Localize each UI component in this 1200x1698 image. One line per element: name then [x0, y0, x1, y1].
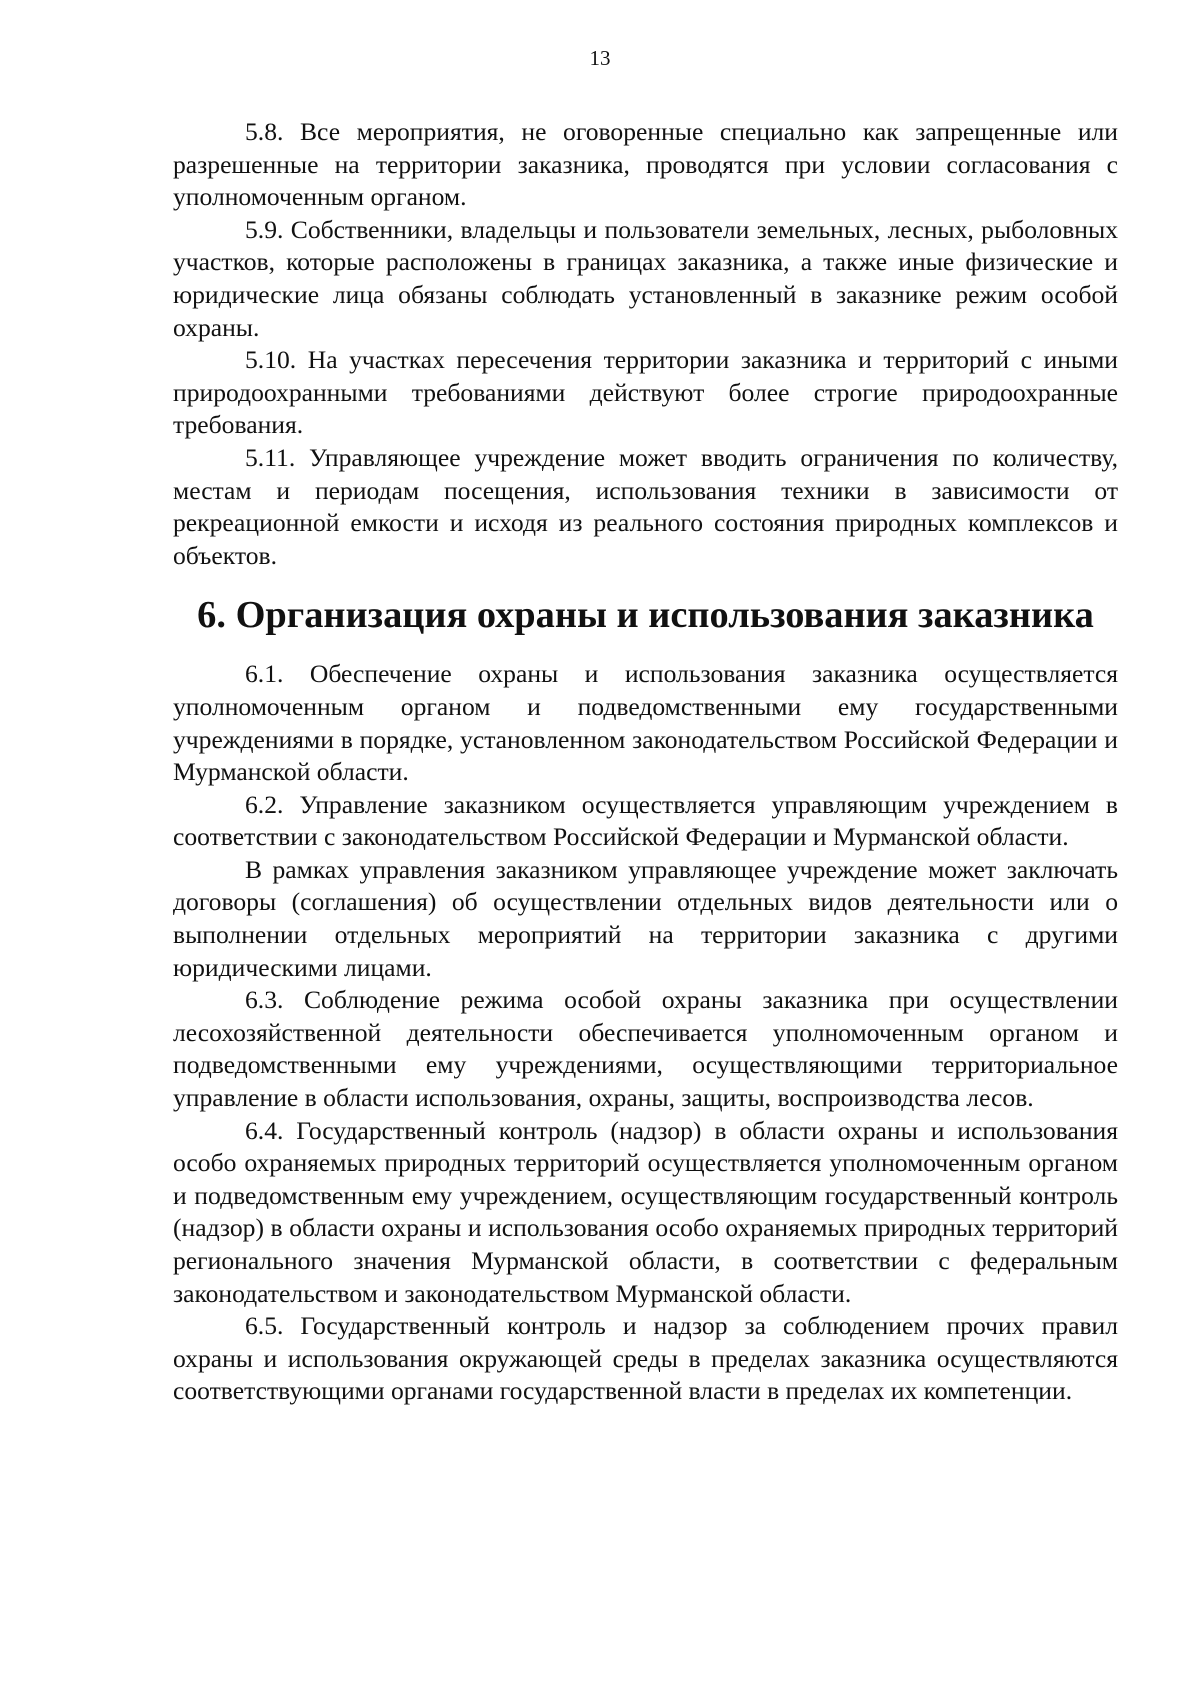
page-number: 13 — [589, 46, 611, 70]
paragraph-6-1: 6.1. Обеспечение охраны и использования заказника осуществляется уполномоченным органом и подведомственными ему государственными учреждениями в порядке, установленном законодательством Российской Федерации и Мурманской области. — [173, 659, 1118, 787]
paragraph-6-2: 6.2. Управление заказником осуществляется управляющим учреждением в соответствии с законодательством Российской Федерации и Мурманской области. — [173, 789, 1118, 852]
paragraph-5-9: 5.9. Собственники, владельцы и пользователи земельных, лесных, рыболовных участков, которые расположены в границах заказника, а также иные физические и юридические лица обязаны соблюдать установленный в заказнике режим особой охраны. — [173, 214, 1118, 342]
paragraph-5-8: 5.8. Все мероприятия, не оговоренные специально как запрещенные или разрешенные на территории заказника, проводятся при условии согласования с уполномоченным органом. — [173, 117, 1118, 212]
paragraph-6-2-continued: В рамках управления заказником управляющее учреждение может заключать договоры (соглашения) об осуществлении отдельных видов деятельности или о выполнении отдельных мероприятий на территории заказника с другими юридическими лицами. — [173, 854, 1118, 982]
paragraph-6-3: 6.3. Соблюдение режима особой охраны заказника при осуществлении лесохозяйственной деятельности обеспечивается уполномоченным органом и подведомственными ему учреждениями, осуществляющими территориальное управление в области использования, охраны, защиты, воспроизводства лесов. — [173, 985, 1118, 1113]
paragraph-5-11: 5.11. Управляющее учреждение может вводить ограничения по количеству, местам и периодам посещения, использования техники в зависимости от рекреационной емкости и исходя из реального состояния природных комплексов и объектов. — [173, 442, 1118, 570]
paragraph-6-4: 6.4. Государственный контроль (надзор) в области охраны и использования особо охраняемых природных территорий осуществляется уполномоченным органом и подведомственным ему учреждением, осуществляющим государственный контроль (надзор) в области охраны и использования особо охраняемых природных территорий регионального значения Мурманской области, в соответствии с федеральным законодательством и законодательством Мурманской области. — [173, 1115, 1118, 1308]
paragraph-5-10: 5.10. На участках пересечения территории заказника и территорий с иными природоохранными требованиями действуют более строгие природоохранные требования. — [173, 345, 1118, 440]
document-body — [173, 116, 1118, 1408]
paragraph-6-5: 6.5. Государственный контроль и надзор за соблюдением прочих правил охраны и использования окружающей среды в пределах заказника осуществляются соответствующими органами государственной власти в пределах их компетенции. — [173, 1311, 1118, 1406]
section-heading: 6. Организация охраны и использования заказника — [197, 594, 1094, 637]
